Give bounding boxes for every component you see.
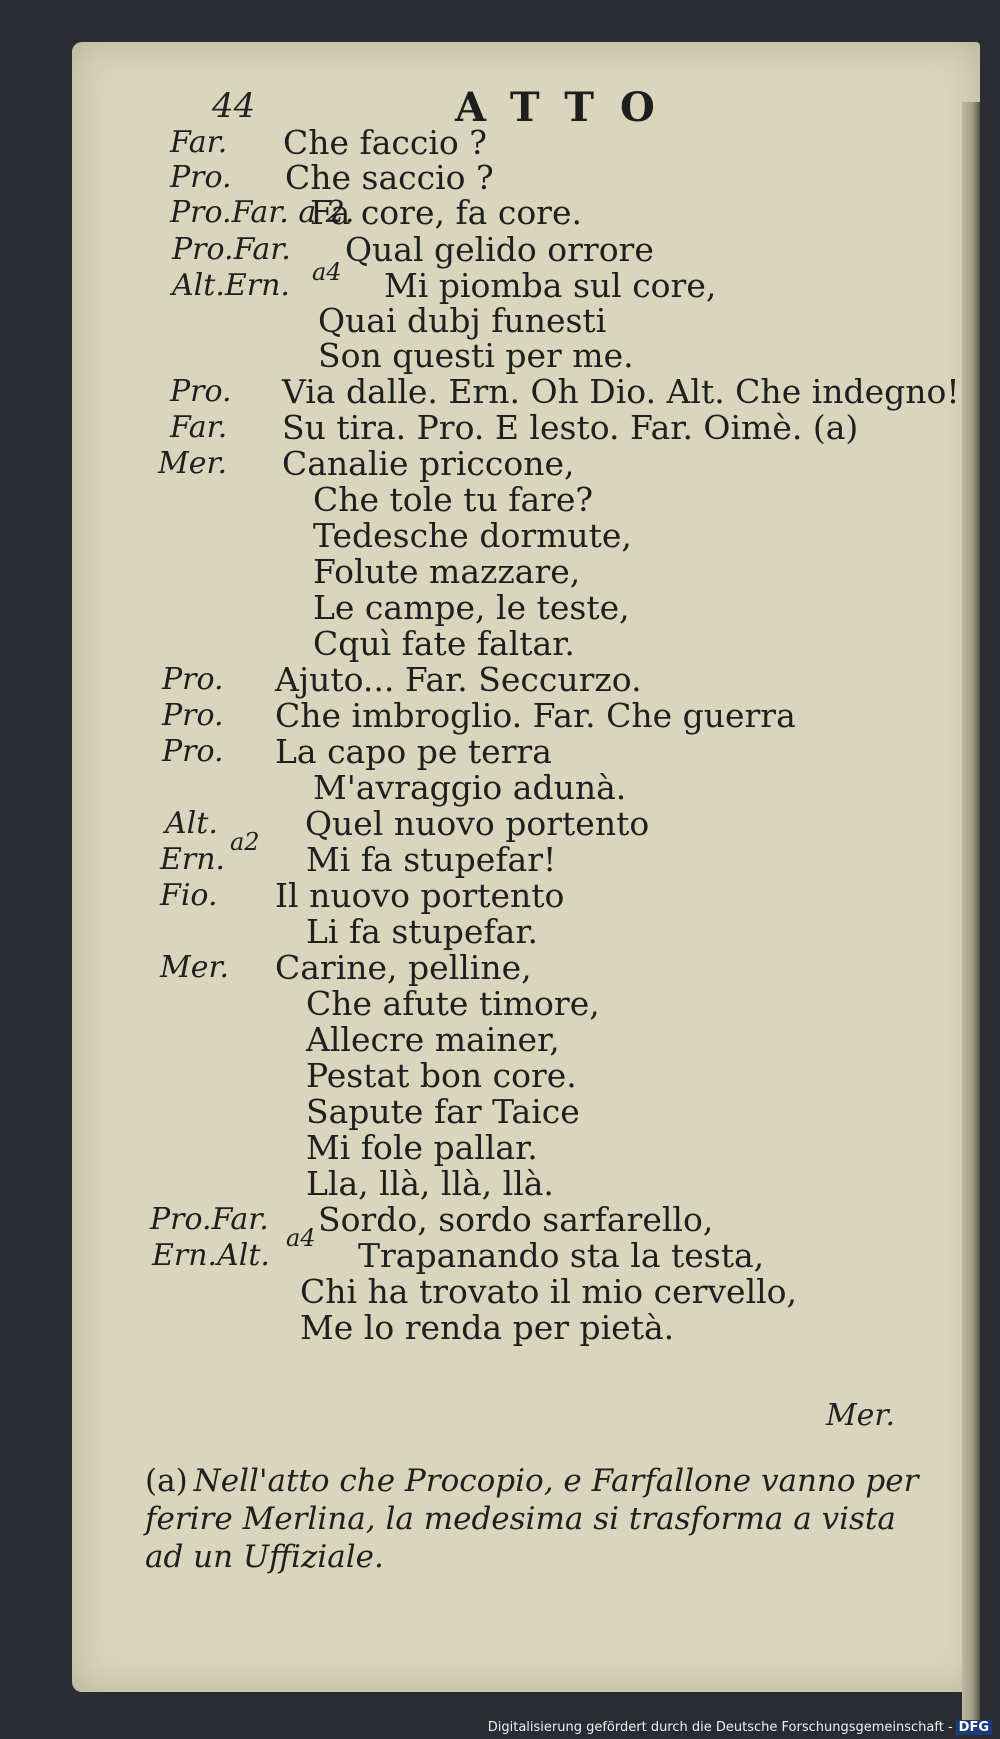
speaker-label: Pro.Far. a 2. [170, 195, 355, 230]
verse-text: Li fa stupefar. [306, 912, 538, 951]
verse-line [0, 804, 960, 856]
speaker-label: Pro. [162, 698, 224, 733]
verse-text: Canalie priccone, [282, 444, 575, 483]
verse-line [0, 842, 960, 878]
verse-line [0, 482, 960, 518]
verse-line [0, 662, 960, 698]
speaker-label: Far. [170, 125, 228, 160]
verse-text: Che afute timore, [306, 984, 600, 1023]
verse-text: Me lo renda per pietà. [300, 1308, 675, 1347]
verse-text: Carine, pelline, [275, 948, 532, 987]
page-edge-shadow [962, 102, 980, 1722]
verse-text: Sapute far Taice [306, 1092, 580, 1131]
verse-text: Sordo, sordo sarfarello, [318, 1200, 714, 1239]
verse-text: Tedesche dormute, [313, 516, 632, 555]
verse-text: Qual gelido orrore [345, 230, 654, 269]
verse-text: Allecre mainer, [306, 1020, 560, 1059]
speaker-label: Ern. [160, 842, 226, 877]
verse-text: M'avraggio adunà. [313, 768, 627, 807]
verse-line [0, 554, 960, 590]
verse-line [0, 232, 960, 268]
verse-line [0, 878, 960, 914]
speaker-label: Pro. [162, 734, 224, 769]
catchword: Mer. [825, 1398, 895, 1433]
ensemble-marker: a4 [286, 1224, 316, 1252]
verse-text: Folute mazzare, [313, 552, 581, 591]
ensemble-marker: a4 [312, 258, 342, 286]
verse-text: Che faccio ? [283, 123, 487, 162]
verse-line [0, 698, 960, 734]
dfg-logo: DFG [956, 1720, 992, 1735]
verse-text: Ajuto... Far. Seccurzo. [275, 660, 642, 699]
verse-text: Chi ha trovato il mio cervello, [300, 1272, 798, 1311]
verse-line [0, 770, 960, 806]
verse-line [0, 1166, 960, 1202]
verse-text: Quel nuovo portento [305, 804, 650, 843]
verse-text: Che saccio ? [285, 158, 494, 197]
verse-line [0, 338, 960, 374]
credit-text: Digitalisierung gefördert durch die Deutsche Forschungsgemeinschaft - [487, 1720, 953, 1735]
verse-line [0, 1022, 960, 1058]
page-number: 44 [212, 86, 256, 126]
verse-line [0, 1238, 960, 1274]
verse-line [0, 914, 960, 950]
verse-line [0, 446, 960, 482]
verse-text: Mi fole pallar. [306, 1128, 538, 1167]
verse-line [0, 374, 960, 410]
verse-text: Trapanando sta la testa, [358, 1236, 765, 1275]
verse-text: Mi piomba sul core, [384, 266, 717, 305]
verse-text: Le campe, le teste, [313, 588, 630, 627]
verse-line [0, 986, 960, 1022]
verse-text: Son questi per me. [318, 336, 634, 375]
verse-text: Pestat bon core. [306, 1056, 577, 1095]
verse-line [0, 258, 960, 305]
speaker-label: Pro. [162, 662, 224, 697]
speaker-label: Alt.Ern. [172, 268, 290, 303]
verse-line [0, 1200, 960, 1252]
footnote-mark: (a) [145, 1463, 188, 1499]
speaker-label: Alt. [165, 806, 218, 841]
verse-text: Cquì fate faltar. [313, 624, 575, 663]
verse-text: Il nuovo portento [275, 876, 565, 915]
verse-text: Che imbroglio. Far. Che guerra [275, 696, 796, 735]
verse-line [0, 195, 960, 231]
verse-text: Fa core, fa core. [310, 193, 582, 232]
verse-line [0, 590, 960, 626]
speaker-label: Pro. [170, 160, 232, 195]
verse-line [0, 950, 960, 986]
speaker-label: Ern.Alt. [152, 1238, 270, 1273]
verse-line [0, 1094, 960, 1130]
footnote-text: Nell'atto che Procopio, e Farfallone vanno per ferire Merlina, la medesima si trasforma a vista ad un Uffiziale. [145, 1463, 919, 1575]
speaker-label: Fio. [160, 878, 218, 913]
verse-line [0, 1058, 960, 1094]
verse-line [0, 1310, 960, 1346]
speaker-label: Pro. [170, 374, 232, 409]
digitization-credit [488, 1720, 992, 1735]
speaker-label: Far. [170, 410, 228, 445]
verse-line [0, 518, 960, 554]
verse-line [0, 626, 960, 662]
verse-line [0, 1130, 960, 1166]
verse-text: Su tira. Pro. E lesto. Far. Oimè. (a) [282, 408, 859, 447]
verse-line [0, 734, 960, 770]
speaker-label: Mer. [158, 446, 228, 481]
verse-text: Che tole tu fare? [313, 480, 594, 519]
verse-line [0, 160, 960, 196]
verse-line [0, 410, 960, 446]
speaker-label: Pro.Far. [172, 232, 291, 267]
speaker-label: Mer. [160, 950, 230, 985]
verse-line [0, 1274, 960, 1310]
verse-line [0, 303, 960, 339]
verse-text: La capo pe terra [275, 732, 552, 771]
verse-text: Lla, llà, llà, llà. [306, 1164, 554, 1203]
verse-text: Quai dubj funesti [318, 301, 607, 340]
ensemble-marker: a2 [230, 828, 260, 856]
footnote [145, 1462, 935, 1576]
speaker-label: Pro.Far. [150, 1202, 269, 1237]
page-title: ATTO [455, 84, 681, 131]
verse-text: Via dalle. Ern. Oh Dio. Alt. Che indegno! [282, 372, 960, 411]
verse-line [0, 125, 960, 161]
verse-text: Mi fa stupefar! [306, 840, 557, 879]
